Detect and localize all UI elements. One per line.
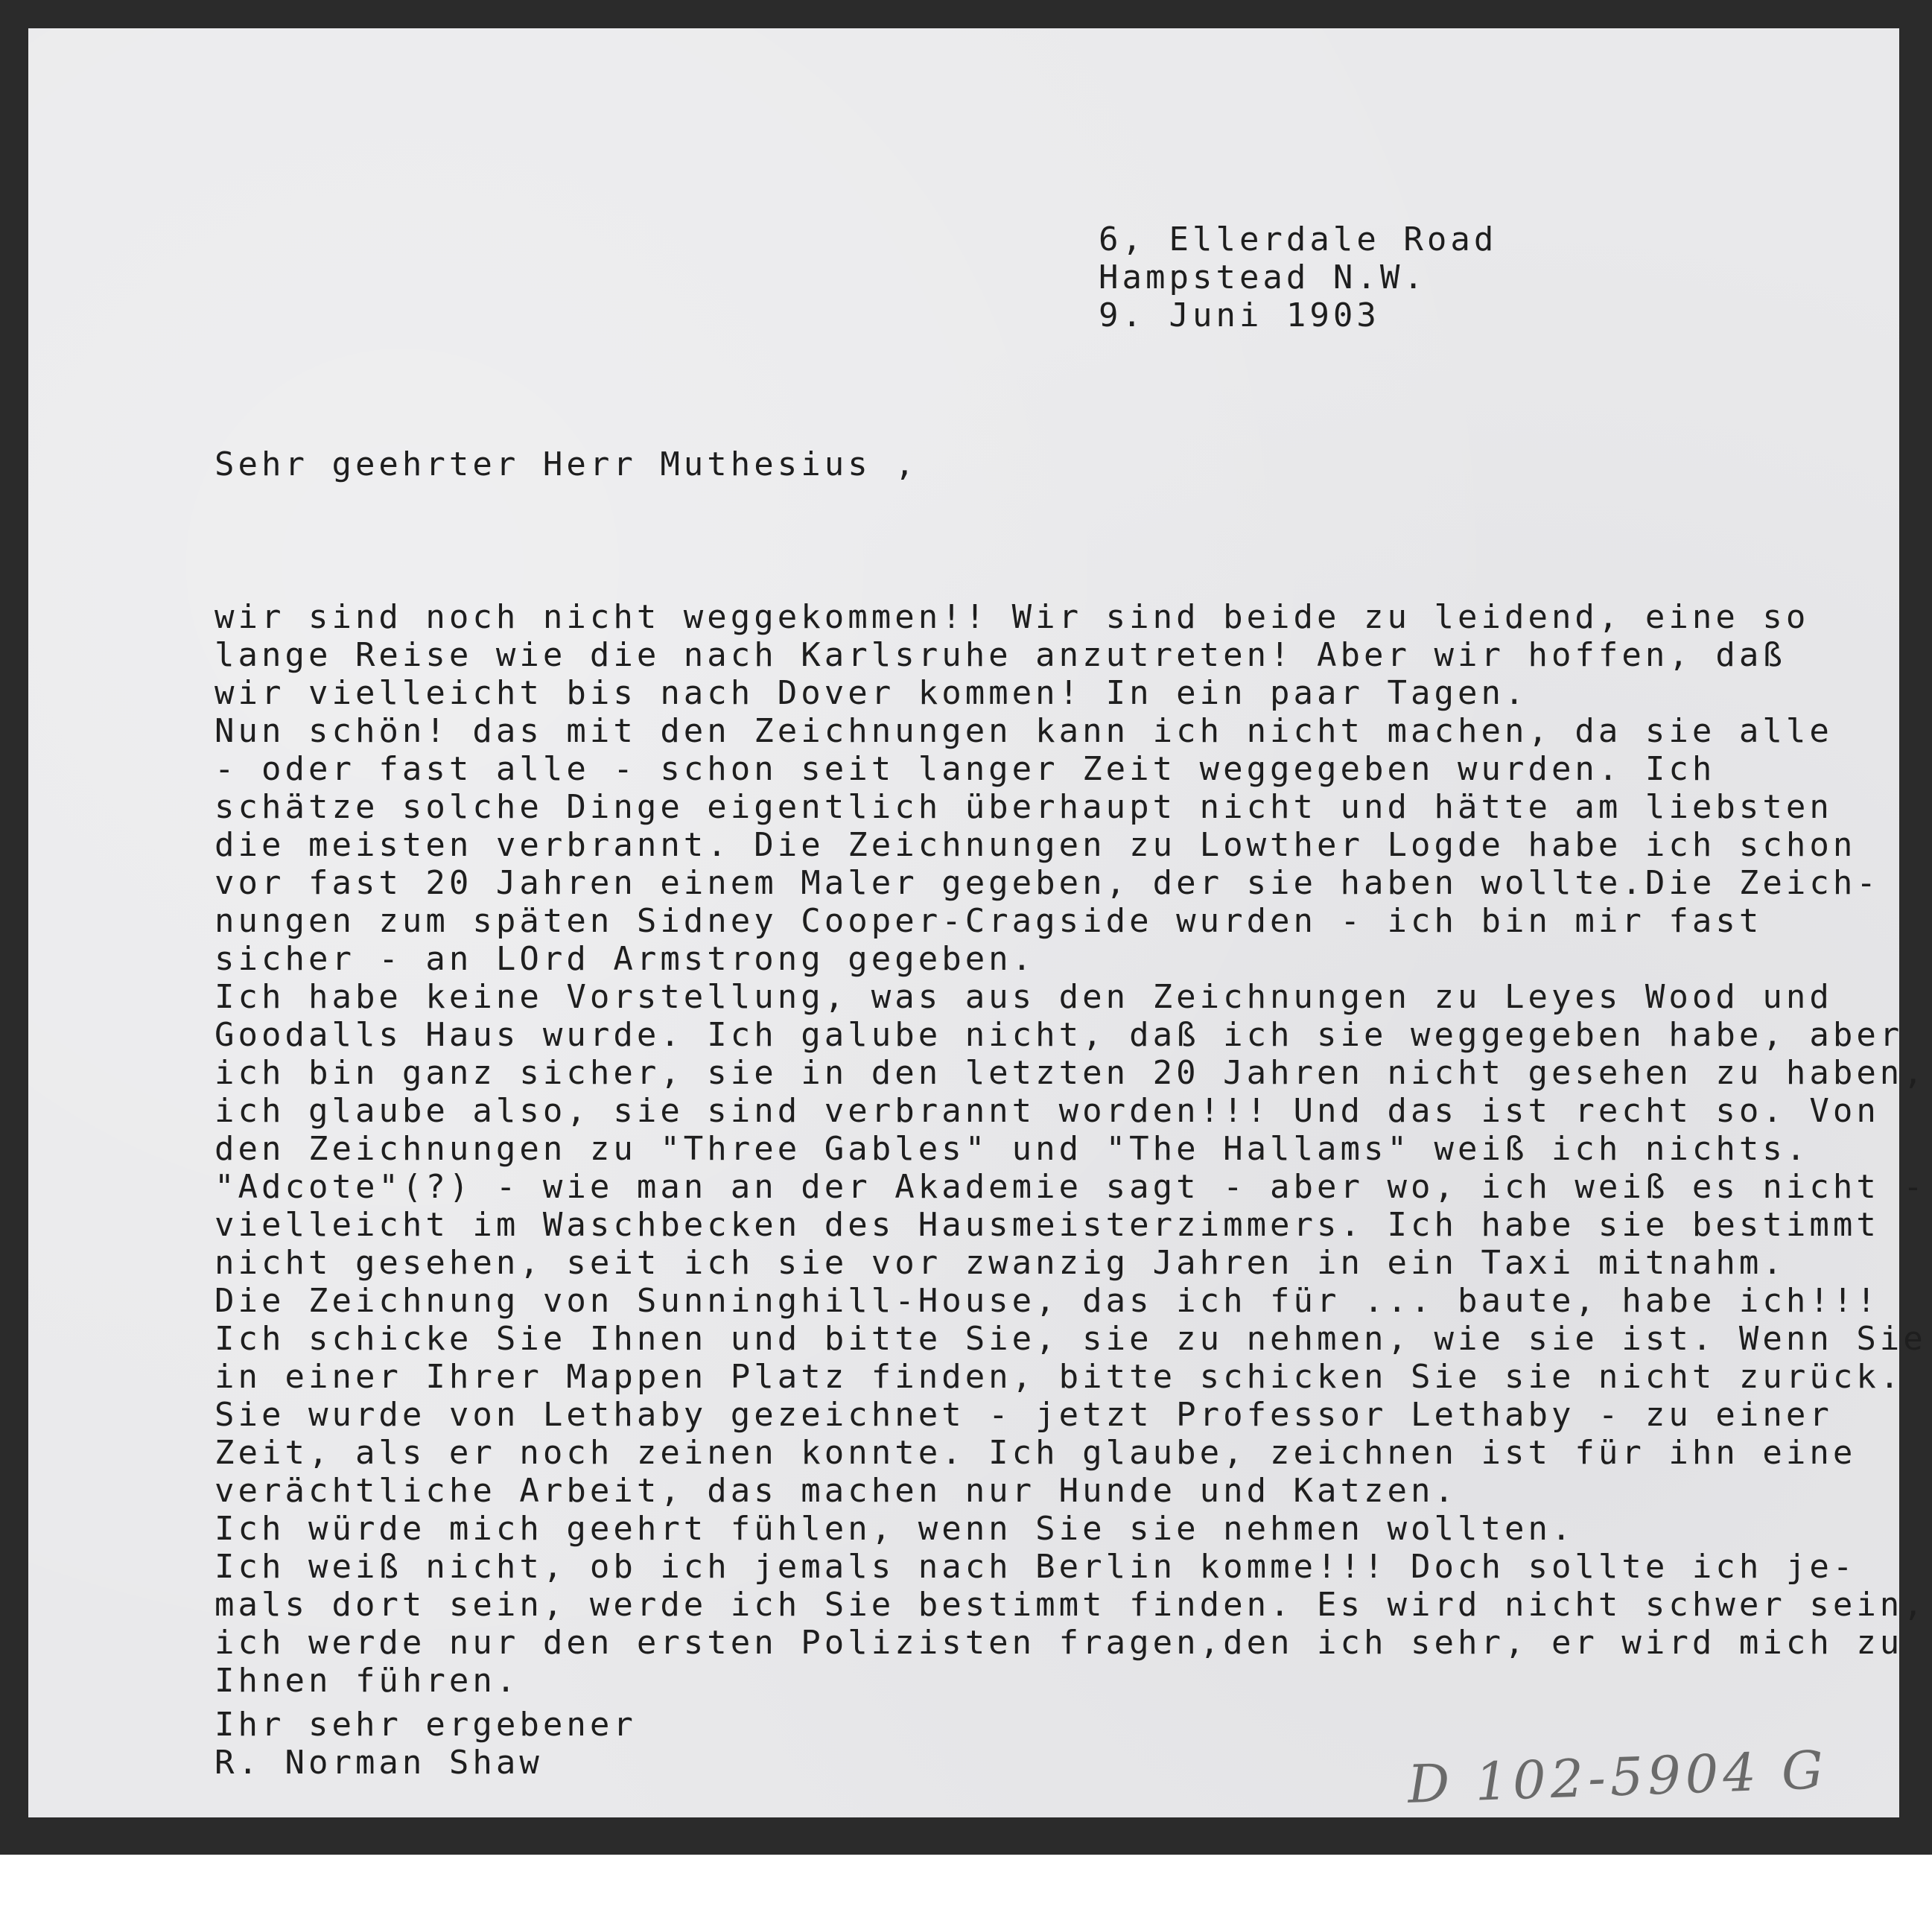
body-line: Ich habe keine Vorstellung, was aus den Zeichnungen zu Leyes Wood und [215,978,1833,1016]
body-line: Zeit, als er noch zeinen konnte. Ich glaube, zeichnen ist für ihn eine [215,1434,1857,1472]
valediction: Ihr sehr ergebener [215,1706,637,1744]
body-line: nicht gesehen, seit ich sie vor zwanzig Jahren in ein Taxi mitnahm. [215,1244,1786,1282]
body-line: ich werde nur den ersten Polizisten fragen,den ich sehr, er wird mich zu [215,1624,1904,1662]
body-line: Ich weiß nicht, ob ich jemals nach Berlin komme!!! Doch sollte ich je- [215,1548,1857,1586]
body-line: lange Reise wie die nach Karlsruhe anzutreten! Aber wir hoffen, daß [215,636,1786,674]
body-line: die meisten verbrannt. Die Zeichnungen zu Lowther Logde habe ich schon [215,826,1857,864]
body-line: Ihnen führen. [215,1662,520,1700]
body-line: Nun schön! das mit den Zeichnungen kann ich nicht machen, da sie alle [215,712,1833,750]
address-line: Hampstead N.W. [1099,258,1427,296]
body-line: Goodalls Haus wurde. Ich galube nicht, daß ich sie weggegeben habe, aber [215,1016,1904,1054]
body-line: nungen zum späten Sidney Cooper-Cragside wurden - ich bin mir fast [215,902,1763,940]
signature-name: R. Norman Shaw [215,1744,543,1782]
body-line: Die Zeichnung von Sunninghill-House, das ich für ... baute, habe ich!!! [215,1282,1880,1320]
sender-address [1099,220,1497,334]
body-line: wir sind noch nicht weggekommen!! Wir sind beide zu leidend, eine so [215,598,1810,636]
body-line: ich bin ganz sicher, sie in den letzten 20 Jahren nicht gesehen zu haben, [215,1054,1927,1092]
letter-body [215,598,1927,1700]
body-line: in einer Ihrer Mappen Platz finden, bitte schicken Sie sie nicht zurück. [215,1358,1904,1396]
body-line: sicher - an LOrd Armstrong gegeben. [215,940,1036,978]
body-line: schätze solche Dinge eigentlich überhaupt nicht und hätte am liebsten [215,788,1833,826]
closing [215,1706,637,1782]
body-line: vielleicht im Waschbecken des Hausmeisterzimmers. Ich habe sie bestimmt [215,1206,1880,1244]
letter-date: 9. Juni 1903 [1099,296,1380,334]
address-line: 6, Ellerdale Road [1099,220,1498,258]
archive-reference: D 102-5904 G [1406,1739,1829,1815]
body-line: verächtliche Arbeit, das machen nur Hunde und Katzen. [215,1472,1458,1510]
salutation: Sehr geehrter Herr Muthesius , [215,445,918,483]
body-line: den Zeichnungen zu "Three Gables" und "The Hallams" weiß ich nichts. [215,1130,1810,1168]
body-line: vor fast 20 Jahren einem Maler gegeben, der sie haben wollte.Die Zeich- [215,864,1880,902]
body-line: Sie wurde von Lethaby gezeichnet - jetzt Professor Lethaby - zu einer [215,1396,1833,1434]
body-line: ich glaube also, sie sind verbrannt worden!!! Und das ist recht so. Von [215,1092,1880,1130]
body-line: - oder fast alle - schon seit langer Zeit weggegeben wurden. Ich [215,750,1716,788]
body-line: Ich würde mich geehrt fühlen, wenn Sie sie nehmen wollten. [215,1510,1575,1548]
body-line: wir vielleicht bis nach Dover kommen! In ein paar Tagen. [215,674,1528,712]
body-line: Ich schicke Sie Ihnen und bitte Sie, sie zu nehmen, wie sie ist. Wenn Sie [215,1320,1927,1358]
body-line: "Adcote"(?) - wie man an der Akademie sagt - aber wo, ich weiß es nicht - [215,1168,1927,1206]
body-line: mals dort sein, werde ich Sie bestimmt finden. Es wird nicht schwer sein, [215,1586,1927,1624]
